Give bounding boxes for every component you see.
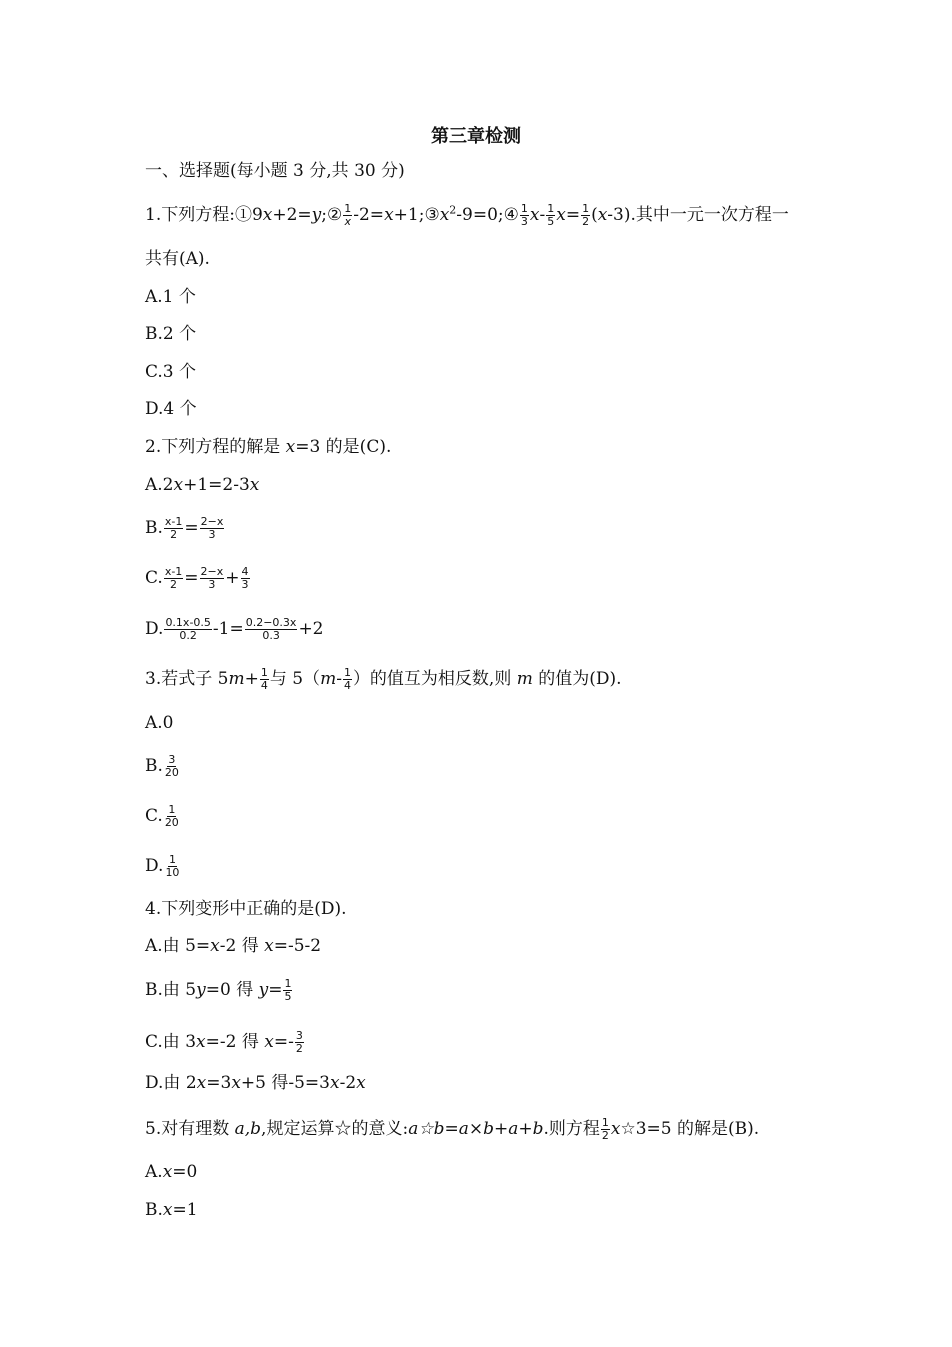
question-5-stem: 5.对有理数 a,b,规定运算☆的意义:a☆b=a×b+a+b.则方程 $\frac{1}{2}$ x☆3=5 的解是(B). [145, 1116, 760, 1142]
fraction: $\frac{1}{x}$ [344, 202, 352, 228]
option-c: C.由 3x=-2 得 x=- $\frac{3}{2}$ [145, 1029, 303, 1055]
option-d: D.4 个 [145, 399, 197, 419]
option-c: C. $\frac{1}{20}$ [145, 803, 179, 829]
fraction: $\frac{1}{10}$ [165, 853, 180, 879]
fraction: $\frac{1}{5}$ [284, 977, 292, 1003]
option-a: A.1 个 [145, 287, 196, 307]
option-d: D.由 2x=3x+5 得-5=3x-2x [145, 1073, 366, 1093]
option-a: A.由 5=x-2 得 x=-5-2 [145, 936, 322, 956]
option-b: B. $\frac{x-1}{2}$ = $\frac{2-x}{3}$ [145, 515, 224, 541]
page-title: 第三章检测 [431, 126, 521, 147]
fraction: $\frac{0.2-0.3x}{0.3}$ [245, 616, 297, 642]
question-2-stem: 2.下列方程的解是 x=3 的是(C). [145, 437, 392, 457]
option-d: D. $\frac{0.1x-0.5}{0.2}$ -1= $\frac{0.2-0.3x}{0.3}$ +2 [145, 616, 324, 642]
option-c: C. $\frac{x-1}{2}$ = $\frac{2-x}{3}$ + $\frac{4}{3}$ [145, 565, 249, 591]
fraction: $\frac{2-x}{3}$ [200, 565, 224, 591]
fraction: $\frac{4}{3}$ [241, 565, 249, 591]
option-a: A.0 [145, 713, 174, 733]
fraction: $\frac{3}{2}$ [295, 1029, 303, 1055]
fraction: $\frac{3}{20}$ [164, 753, 179, 779]
option-b: B.2 个 [145, 324, 197, 344]
fraction: $\frac{x-1}{2}$ [164, 515, 183, 541]
question-3-stem: 3.若式子 5m+ $\frac{1}{4}$ 与 5（m- $\frac{1}{4}$ ）的值互为相反数,则 m 的值为(D). [145, 666, 622, 692]
fraction: $\frac{1}{20}$ [164, 803, 179, 829]
fraction: $\frac{2-x}{3}$ [200, 515, 224, 541]
fraction: $\frac{1}{2}$ [601, 1116, 609, 1142]
option-b: B.x=1 [145, 1200, 198, 1220]
option-a: A.x=0 [145, 1162, 198, 1182]
section-heading: 一、选择题(每小题 3 分,共 30 分) [145, 161, 405, 181]
question-1-stem-cont: 共有(A). [145, 249, 210, 269]
fraction: $\frac{1}{4}$ [260, 666, 268, 692]
fraction: $\frac{1}{4}$ [343, 666, 351, 692]
question-1-stem: 1.下列方程:①9x+2=y;② $\frac{1}{x}$ $-2=x+1;③x^2-9=0;④$ $\frac{1}{3}$ x- $\frac{1}{5}$ x= $\frac{1}{2}$ (x-3).其中一元一次方程一 [145, 202, 789, 228]
option-d: D. $\frac{1}{10}$ [145, 853, 180, 879]
fraction: $\frac{x-1}{2}$ [164, 565, 183, 591]
option-b: B.由 5y=0 得 y= $\frac{1}{5}$ [145, 977, 292, 1003]
option-c: C.3 个 [145, 362, 197, 382]
option-b: B. $\frac{3}{20}$ [145, 753, 179, 779]
fraction: $\frac{1}{3}$ [520, 202, 528, 228]
fraction: $\frac{0.1x-0.5}{0.2}$ [165, 616, 211, 642]
fraction: $\frac{1}{5}$ [547, 202, 555, 228]
option-a: A.2x+1=2-3x [145, 475, 260, 495]
question-4-stem: 4.下列变形中正确的是(D). [145, 899, 347, 919]
fraction: $\frac{1}{2}$ [582, 202, 590, 228]
